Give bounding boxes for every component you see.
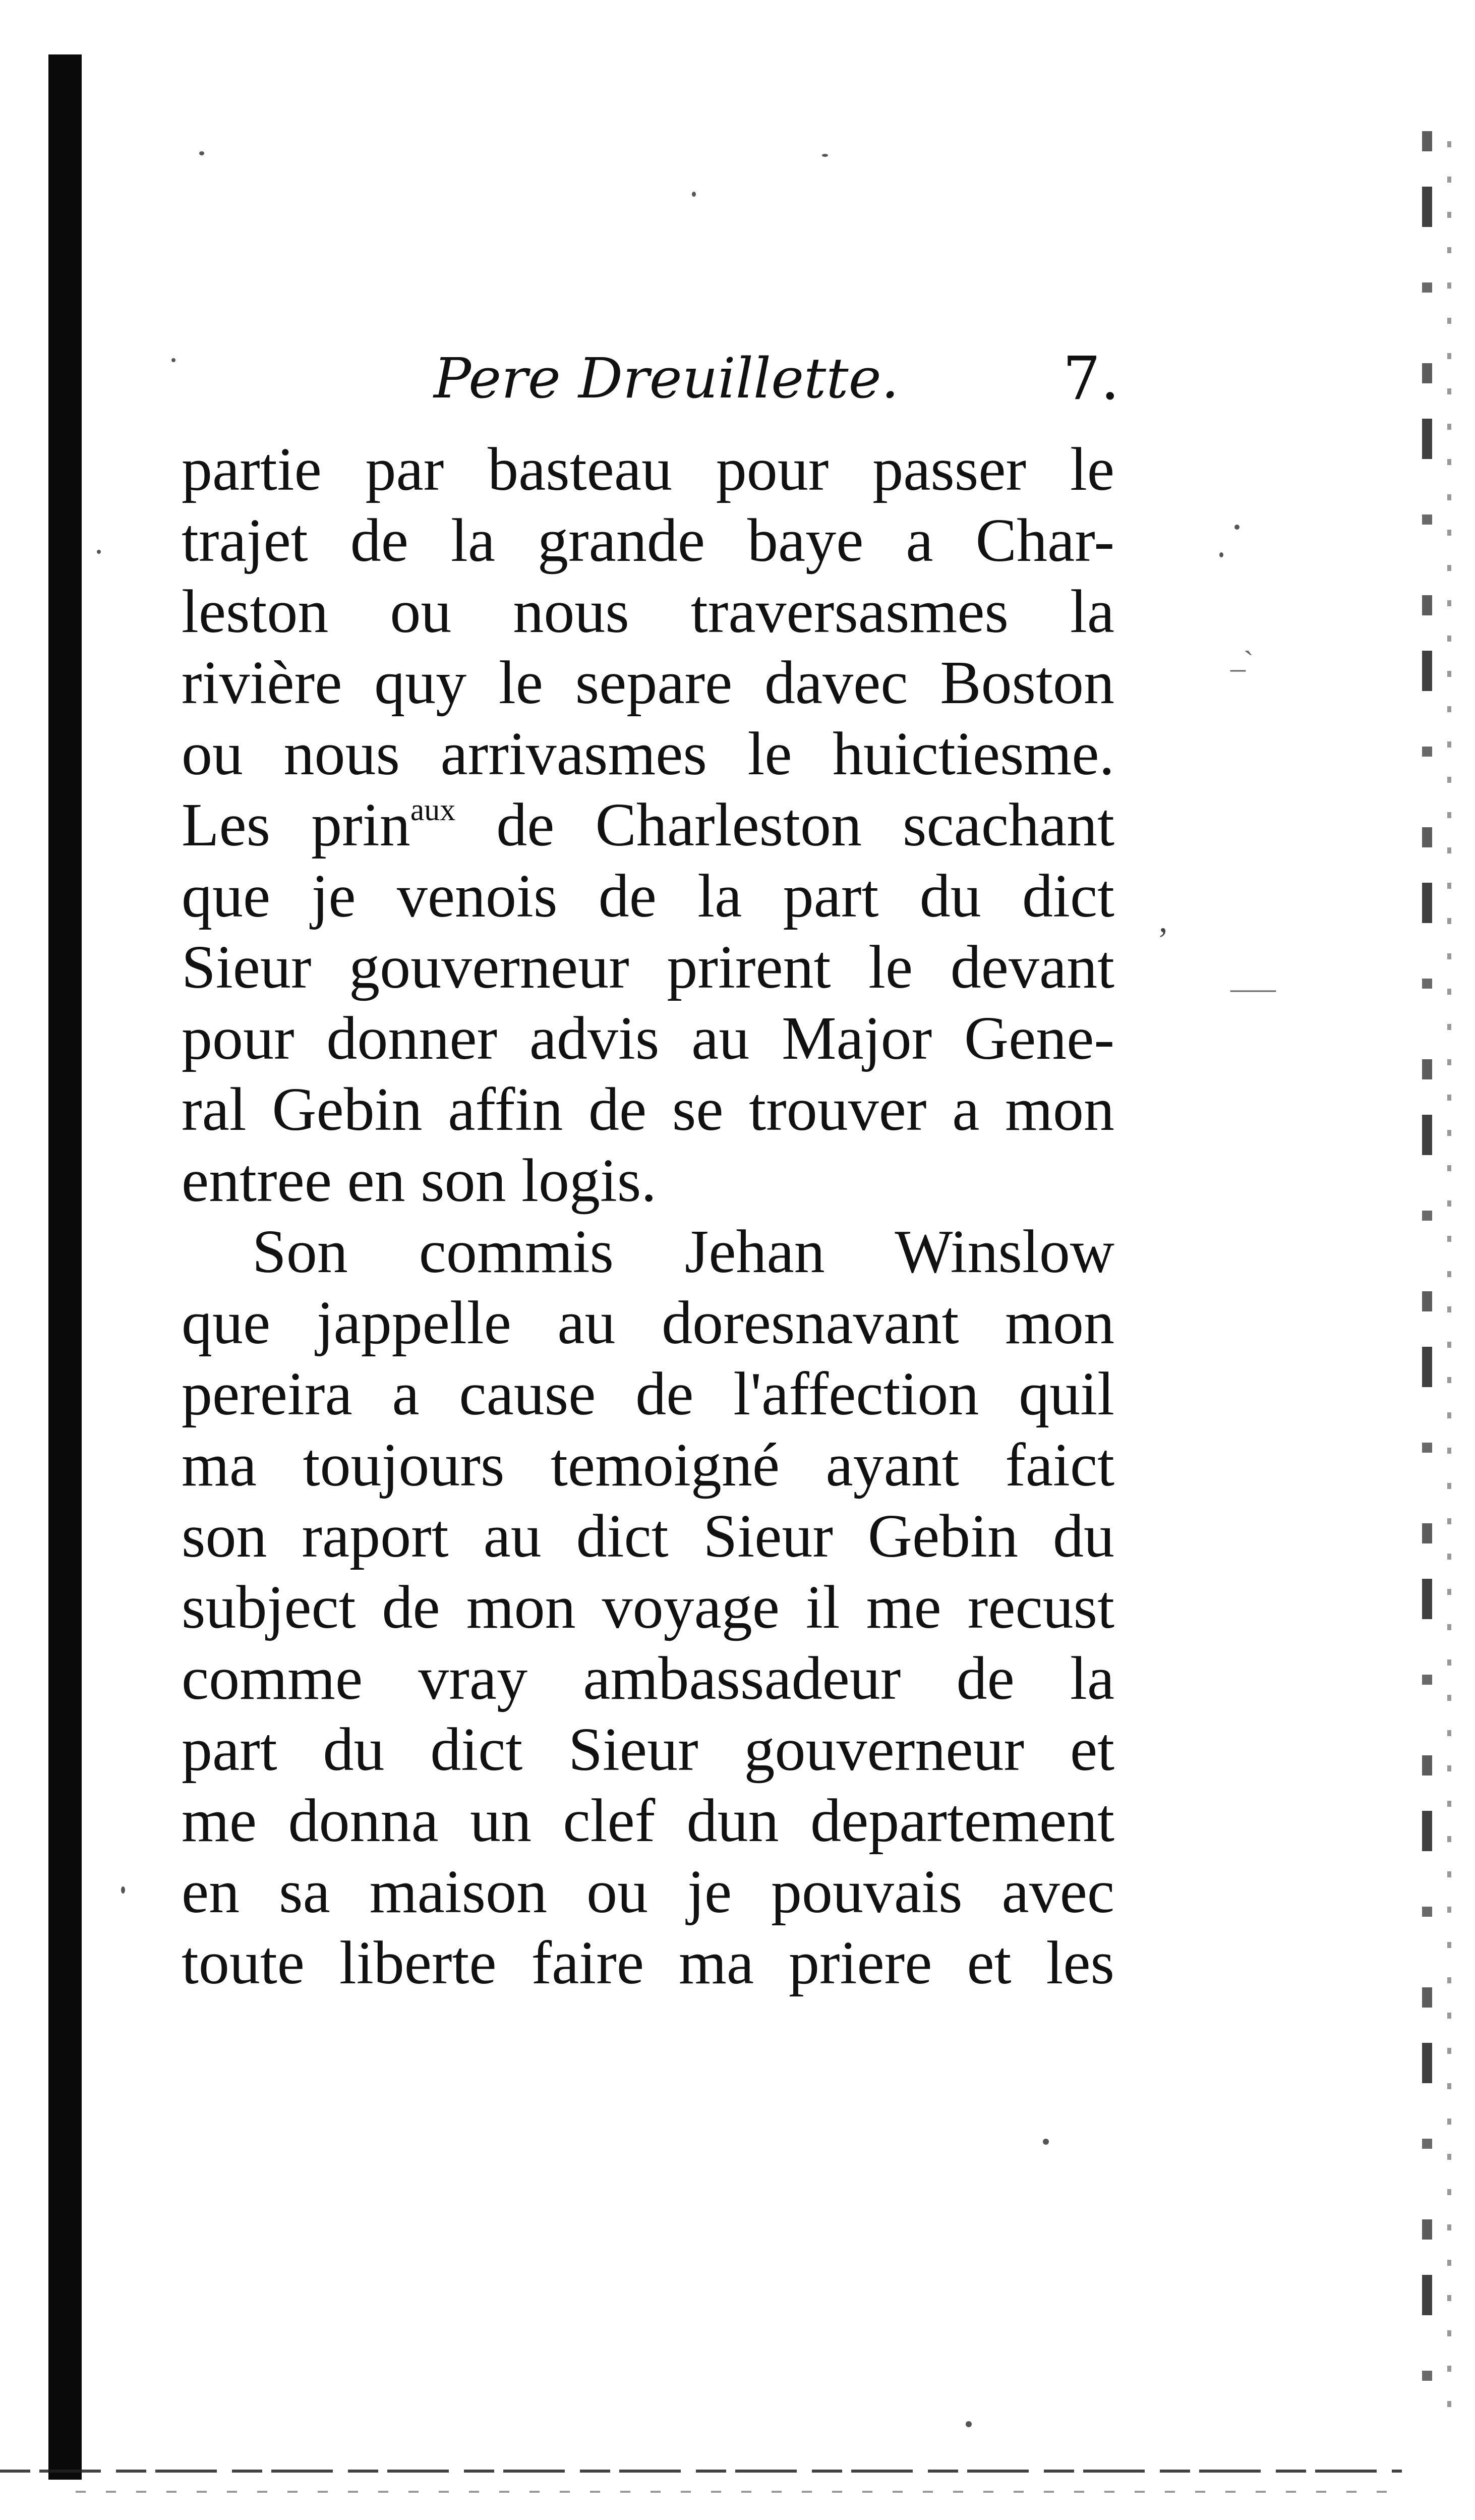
text-line: subject de mon voyage il me recust <box>182 1573 1114 1641</box>
bottom-edge-specks <box>76 2491 1387 2493</box>
text-line: rivière quy le separe davec Boston <box>182 649 1114 717</box>
text-line: part du dict Sieur gouverneur et <box>182 1715 1114 1784</box>
text-line-with-superscript <box>182 789 1114 861</box>
text-line: son raport au dict Sieur Gebin du <box>182 1502 1114 1570</box>
running-head: Pere Dreuillette. <box>434 346 899 411</box>
text-line: me donna un clef dun departement <box>182 1787 1114 1855</box>
speck <box>822 154 828 157</box>
speck <box>199 151 204 155</box>
speck <box>1043 2139 1049 2145</box>
text-line: que je venois de la part du dict <box>182 862 1114 930</box>
speck <box>692 192 696 197</box>
text-line: leston ou nous traversasmes la <box>182 578 1114 646</box>
text-line: Sieur gouverneur prirent le devant <box>182 933 1114 1001</box>
margin-dash: ‒‒‒ <box>1230 971 1276 1005</box>
text-line-paragraph-start: Son commis Jehan Winslow <box>252 1218 1114 1286</box>
line-prefix: Les prin <box>182 791 410 859</box>
text-line: que jappelle au doresnavant mon <box>182 1289 1114 1357</box>
text-line: toute liberte faire ma priere et les <box>182 1929 1114 1997</box>
speck <box>121 1886 125 1894</box>
margin-comma-mark: , <box>1159 901 1168 940</box>
bottom-edge-marks <box>0 2470 1402 2473</box>
text-line: comme vray ambassadeur de la <box>182 1644 1114 1712</box>
text-line: ma toujours temoigné ayant faict <box>182 1431 1114 1499</box>
margin-dash: ‒ ̀ <box>1230 651 1253 684</box>
text-line: pour donner advis au Major Gene- <box>182 1004 1114 1072</box>
page-edge-specks <box>1447 141 1451 2411</box>
text-line: trajet de la grande baye a Char- <box>182 506 1114 575</box>
text-line: pereira a cause de l'affection quil <box>182 1360 1114 1428</box>
superscript-abbreviation: aux <box>410 793 456 828</box>
text-line: en sa maison ou je pouvais avec <box>182 1858 1114 1926</box>
text-line: partie par basteau pour passer le <box>182 435 1114 503</box>
binding-shadow <box>48 54 82 2480</box>
line-rest: de Charleston scachant <box>496 791 1115 859</box>
speck <box>1234 525 1240 530</box>
text-line: ou nous arrivasmes le huictiesme. <box>182 720 1114 788</box>
page-header <box>434 343 1119 414</box>
speck <box>1219 552 1223 557</box>
speck <box>171 358 175 362</box>
speck <box>97 550 101 554</box>
text-line: ral Gebin affin de se trouver a mon <box>182 1075 1114 1143</box>
body-text <box>182 434 1114 1998</box>
page-number: 7. <box>1063 343 1119 413</box>
text-line: entree en son logis. <box>182 1147 657 1215</box>
page-edge-marks <box>1422 131 1432 2431</box>
speck <box>966 2421 972 2427</box>
